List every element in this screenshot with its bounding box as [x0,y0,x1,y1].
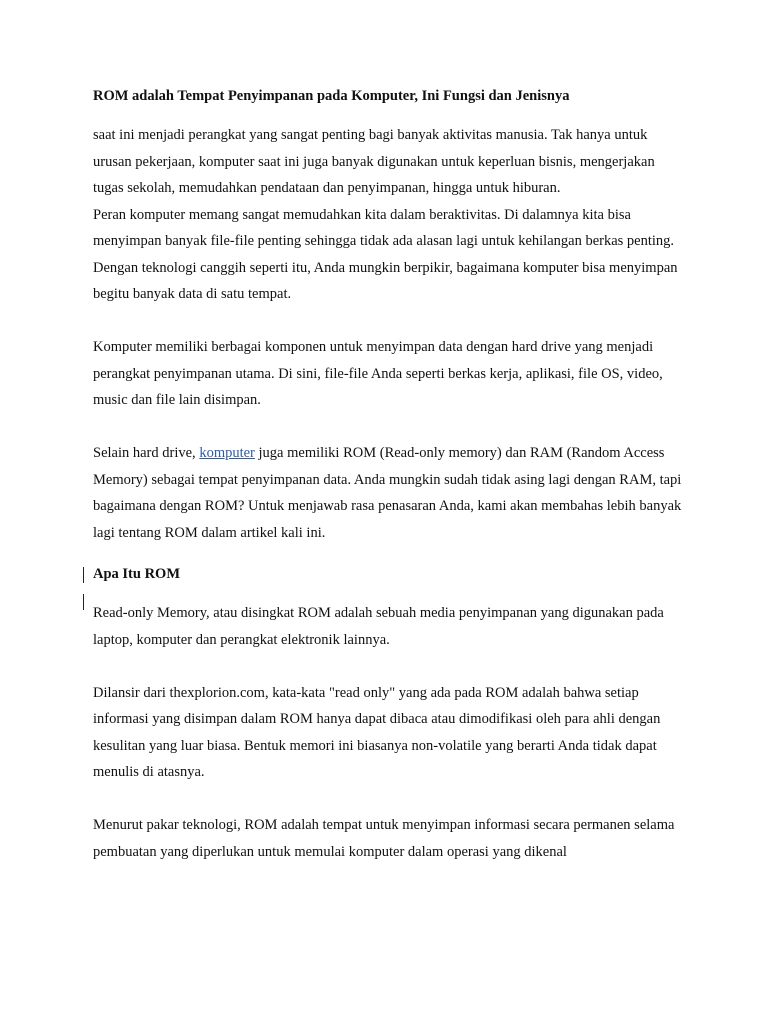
paragraph-text: juga memiliki ROM (Read-only memory) dan RAM (Random Access Memory) sebagai tempat penyimpanan data. Anda mungkin sudah tidak asing lagi dengan RAM, tapi bagaimana dengan ROM? Untuk menjawab rasa penasaran Anda, kami akan membahas lebih banyak lagi tentang ROM dalam artikel kali ini. [93,445,682,541]
komputer-link[interactable]: komputer [199,445,255,461]
paragraph: Dilansir dari thexplorion.com, kata-kata "read only" yang ada pada ROM adalah bahwa setiap informasi yang disimpan dalam ROM hanya dapat dibaca atau dimodifikasi oleh para ahli dengan kesulitan yang luar biasa. Bentuk memori ini biasanya non-volatile yang berarti Anda tidak dapat menulis di atasnya. [93,684,661,780]
section-heading: Apa Itu ROM [93,566,181,582]
paragraph-spacer [93,786,683,813]
paragraph: saat ini menjadi perangkat yang sangat penting bagi banyak aktivitas manusia. Tak hanya untuk urusan pekerjaan, komputer saat ini juga banyak digunakan untuk keperluan bisnis, mengerjakan tugas sekolah, memudahkan pendataan dan penyimpanan, hingga untuk hiburan. [93,127,655,196]
paragraph: Menurut pakar teknologi, ROM adalah tempat untuk menyimpan informasi secara permanen selama pembuatan yang diperlukan untuk memulai komputer dalam operasi yang dikenal [93,817,675,860]
paragraph-spacer [93,308,683,335]
paragraph-text: Selain hard drive, [93,445,200,461]
paragraph: Peran komputer memang sangat memudahkan kita dalam beraktivitas. Di dalamnya kita bisa menyimpan banyak file-file penting sehingga tidak ada alasan lagi untuk kehilangan berkas penting. Dengan teknologi canggih seperti itu, Anda mungkin berpikir, bagaimana komputer bisa menyimpan begitu banyak data di satu tempat. [93,206,678,302]
document-title: ROM adalah Tempat Penyimpanan pada Komputer, Ini Fungsi dan Jenisnya [93,88,570,104]
document-page [93,86,683,865]
paragraph-spacer [93,546,683,564]
paragraph: Komputer memiliki berbagai komponen untuk menyimpan data dengan hard drive yang menjadi perangkat penyimpanan utama. Di sini, file-file Anda seperti berkas kerja, aplikasi, file OS, video, music dan file lain disimpan. [93,339,663,408]
paragraph-spacer [93,414,683,441]
paragraph-spacer [93,653,683,680]
text-cursor-mark [83,594,84,610]
paragraph-with-link [93,440,683,546]
paragraph: Read-only Memory, atau disingkat ROM adalah sebuah media penyimpanan yang digunakan pada laptop, komputer dan perangkat elektronik lainnya. [93,605,664,648]
text-cursor-mark [83,567,84,583]
